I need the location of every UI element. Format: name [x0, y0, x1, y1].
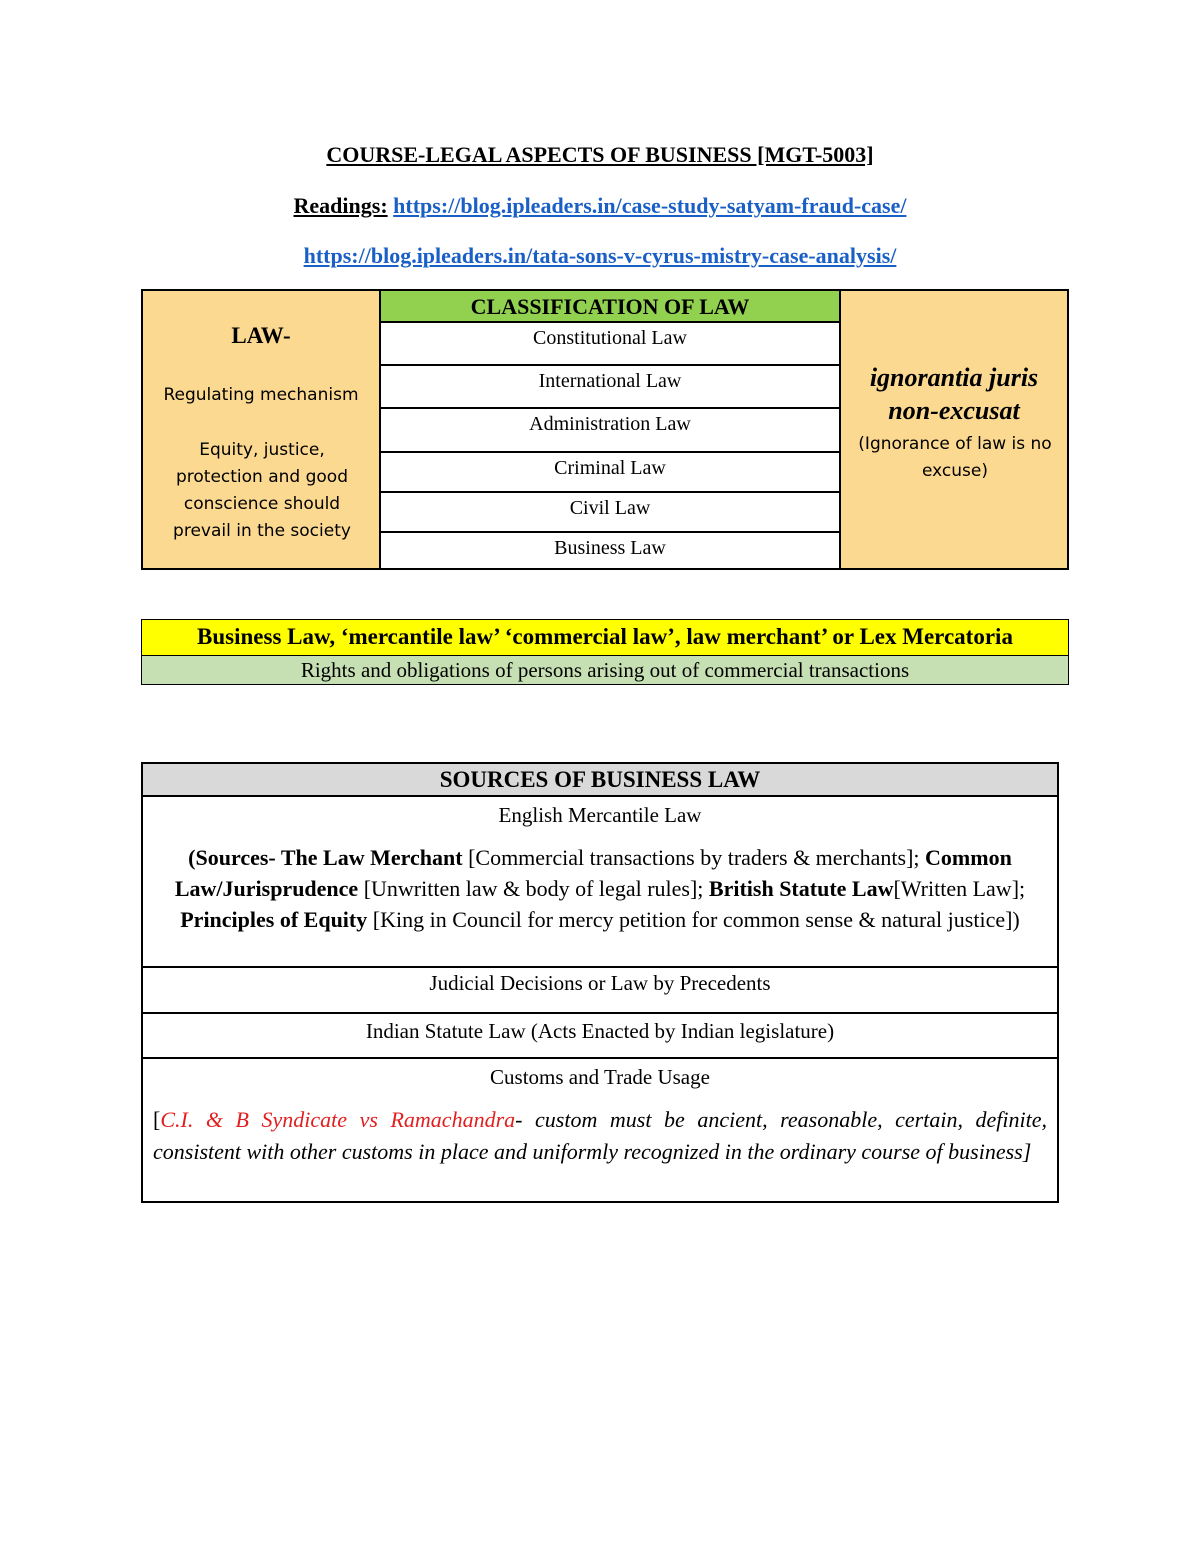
classification-item: Civil Law — [381, 493, 839, 533]
case-holding: - custom must be ancient, reasonable, certain, definite, consistent with other customs in place and uniformly recognized in the ordinary course of business] — [153, 1107, 1047, 1164]
readings-label: Readings: — [293, 193, 388, 218]
customs-title: Customs and Trade Usage — [490, 1065, 710, 1089]
classification-item: Criminal Law — [381, 453, 839, 493]
source-law-merchant-desc: [Commercial transactions by traders & merchants]; — [462, 845, 926, 870]
classification-item: Administration Law — [381, 409, 839, 453]
latin-maxim-line1: ignorantia juris — [869, 363, 1039, 392]
customs-case — [143, 1104, 1057, 1168]
source-british-statute-desc: [Written Law]; — [893, 876, 1026, 901]
classification-header: CLASSIFICATION OF LAW — [381, 291, 839, 323]
open-bracket: [ — [153, 1107, 161, 1132]
readings-line — [0, 193, 1200, 219]
classification-table — [141, 289, 1069, 570]
classification-item: Constitutional Law — [381, 323, 839, 366]
indian-statute-cell: Indian Statute Law (Acts Enacted by Indian legislature) — [143, 1014, 1057, 1059]
open-paren: ( — [188, 845, 196, 870]
satyam-case-link[interactable]: https://blog.ipleaders.in/case-study-satyam-fraud-case/ — [393, 193, 907, 218]
maxim-cell — [839, 291, 1067, 568]
classification-item: International Law — [381, 366, 839, 409]
source-common-law-desc: [Unwritten law & body of legal rules]; — [358, 876, 709, 901]
sources-header: SOURCES OF BUSINESS LAW — [143, 764, 1057, 797]
law-description: Equity, justice, protection and good conscience should prevail in the society — [173, 440, 351, 541]
judicial-decisions-cell: Judicial Decisions or Law by Precedents — [143, 968, 1057, 1014]
latin-maxim — [841, 361, 1067, 427]
customs-cell — [143, 1059, 1057, 1201]
maxim-translation: (Ignorance of law is no excuse) — [858, 434, 1052, 481]
tata-cyrus-case-link[interactable]: https://blog.ipleaders.in/tata-sons-v-cyrus-mistry-case-analysis/ — [303, 243, 897, 268]
law-heading: LAW- — [231, 323, 291, 348]
source-common-law: Common Law/Jurisprudence — [174, 845, 1012, 901]
business-law-table — [141, 619, 1069, 685]
business-law-definition: Rights and obligations of persons arising out of commercial transactions — [142, 656, 1068, 684]
english-mercantile-sources — [143, 842, 1057, 935]
english-mercantile-cell — [143, 797, 1057, 968]
english-mercantile-title: English Mercantile Law — [498, 803, 702, 827]
source-law-merchant: Sources- The Law Merchant — [195, 845, 463, 870]
classification-list — [381, 291, 839, 568]
classification-item: Business Law — [554, 537, 666, 559]
source-equity: Principles of Equity — [180, 907, 368, 932]
source-equity-desc: [King in Council for mercy petition for common sense & natural justice]) — [367, 907, 1020, 932]
sources-table — [141, 762, 1059, 1203]
latin-maxim-line2: non-excusat — [888, 396, 1020, 425]
page-title: COURSE-LEGAL ASPECTS OF BUSINESS [MGT-5003] — [326, 142, 874, 167]
business-law-heading: Business Law, ‘mercantile law’ ‘commercial law’, law merchant’ or Lex Mercatoria — [142, 620, 1068, 656]
source-british-statute: British Statute Law — [708, 876, 894, 901]
case-name: C.I. & B Syndicate vs Ramachandra — [160, 1107, 516, 1132]
law-subheading: Regulating mechanism — [163, 385, 359, 405]
readings-line-2 — [0, 243, 1200, 269]
law-definition-cell — [143, 291, 381, 568]
